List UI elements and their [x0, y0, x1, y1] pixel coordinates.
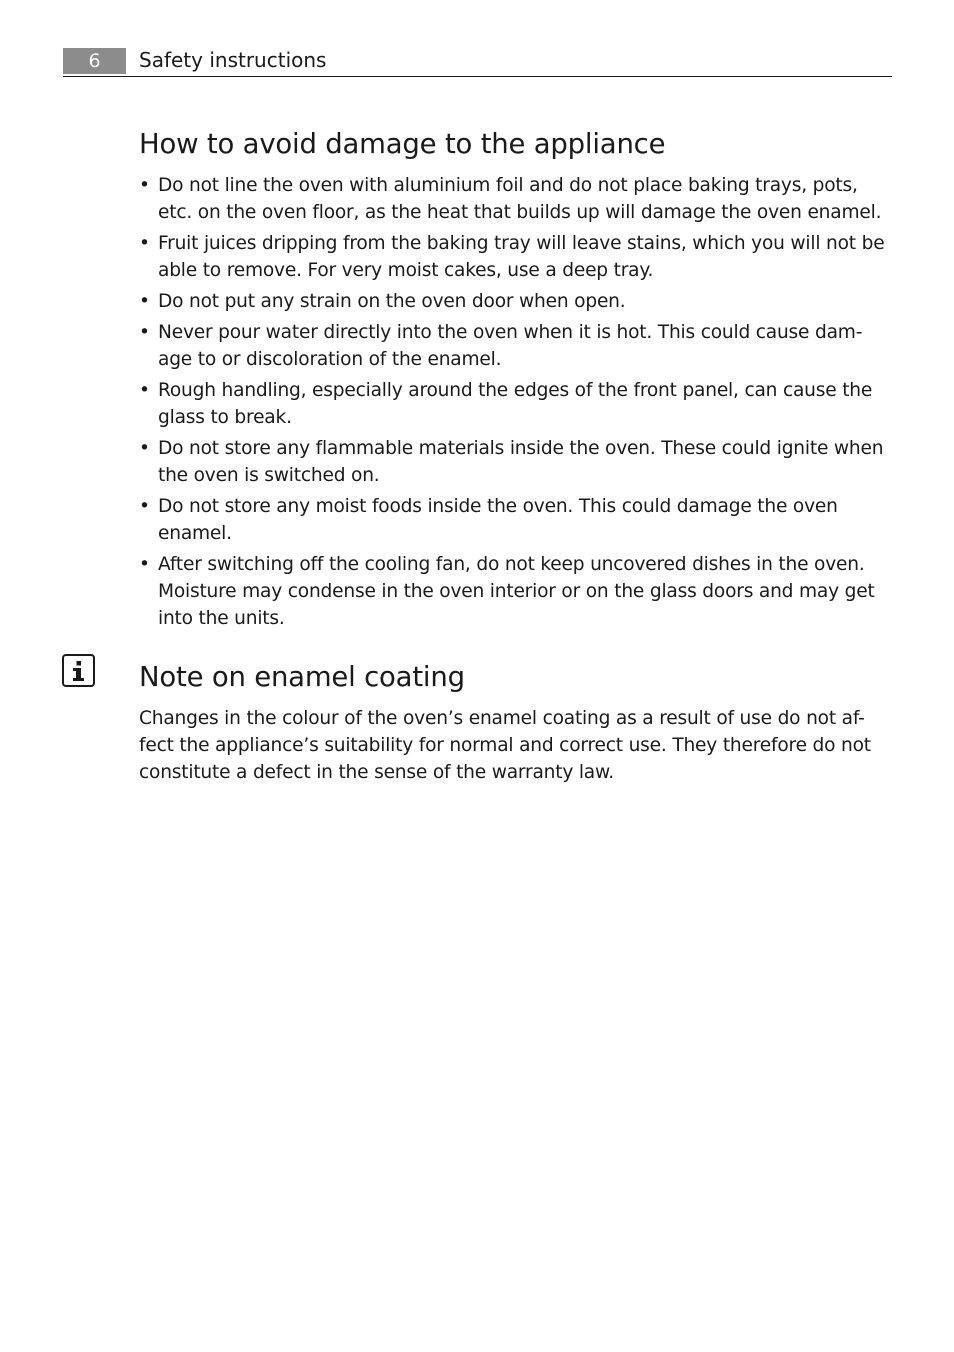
- list-item: [139, 435, 895, 489]
- list-item-text: Rough handling, especially around the edges of the front panel, can cause the glass to break.: [158, 380, 873, 428]
- list-item-text: Do not put any strain on the oven door when open.: [158, 291, 626, 312]
- list-item-text: Do not store any moist foods inside the oven. This could damage the oven enamel.: [158, 496, 838, 544]
- bullet: •: [139, 380, 150, 401]
- enamel-note-section: [139, 659, 895, 786]
- list-item: [139, 493, 895, 547]
- list-item-text: Fruit juices dripping from the baking tray will leave stains, which you will not be able to remove. For very moist cakes, use a deep tray.: [158, 233, 885, 281]
- list-item-text: Do not line the oven with aluminium foil and do not place baking trays, pots, etc. on the oven floor, as the heat that builds up will damage the oven enamel.: [158, 175, 882, 223]
- list-item: [139, 288, 895, 315]
- list-item-text: Do not store any flammable materials inside the oven. These could ignite when the oven is switched on.: [158, 438, 884, 486]
- page-header: [63, 46, 892, 77]
- list-item-text: Never pour water directly into the oven when it is hot. This could cause dam-age to or discoloration of the enamel.: [158, 322, 863, 370]
- list-item: [139, 551, 895, 632]
- damage-heading: How to avoid damage to the appliance: [139, 128, 666, 160]
- bullet: •: [139, 438, 150, 459]
- list-item: [139, 172, 895, 226]
- bullet: •: [139, 496, 150, 517]
- page-number: 6: [63, 48, 126, 74]
- bullet: •: [139, 175, 150, 196]
- damage-list: [139, 172, 895, 632]
- info-icon: [62, 654, 95, 687]
- enamel-note-body: Changes in the colour of the oven’s enamel coating as a result of use do not af-fect the appliance’s suitability for normal and correct use. They therefore do not constitute a defect in the sense of the warranty law.: [139, 708, 871, 783]
- list-item: [139, 319, 895, 373]
- list-item: [139, 377, 895, 431]
- list-item-text: After switching off the cooling fan, do not keep uncovered dishes in the oven. Moisture may condense in the oven interior or on the glass doors and may get into the units.: [158, 554, 875, 629]
- damage-section: [139, 126, 895, 636]
- bullet: •: [139, 233, 150, 254]
- list-item: [139, 230, 895, 284]
- info-icon-glyph: [64, 656, 93, 685]
- enamel-note-heading: Note on enamel coating: [139, 661, 465, 693]
- bullet: •: [139, 322, 150, 343]
- header-title: Safety instructions: [139, 48, 327, 72]
- bullet: •: [139, 554, 150, 575]
- bullet: •: [139, 291, 150, 312]
